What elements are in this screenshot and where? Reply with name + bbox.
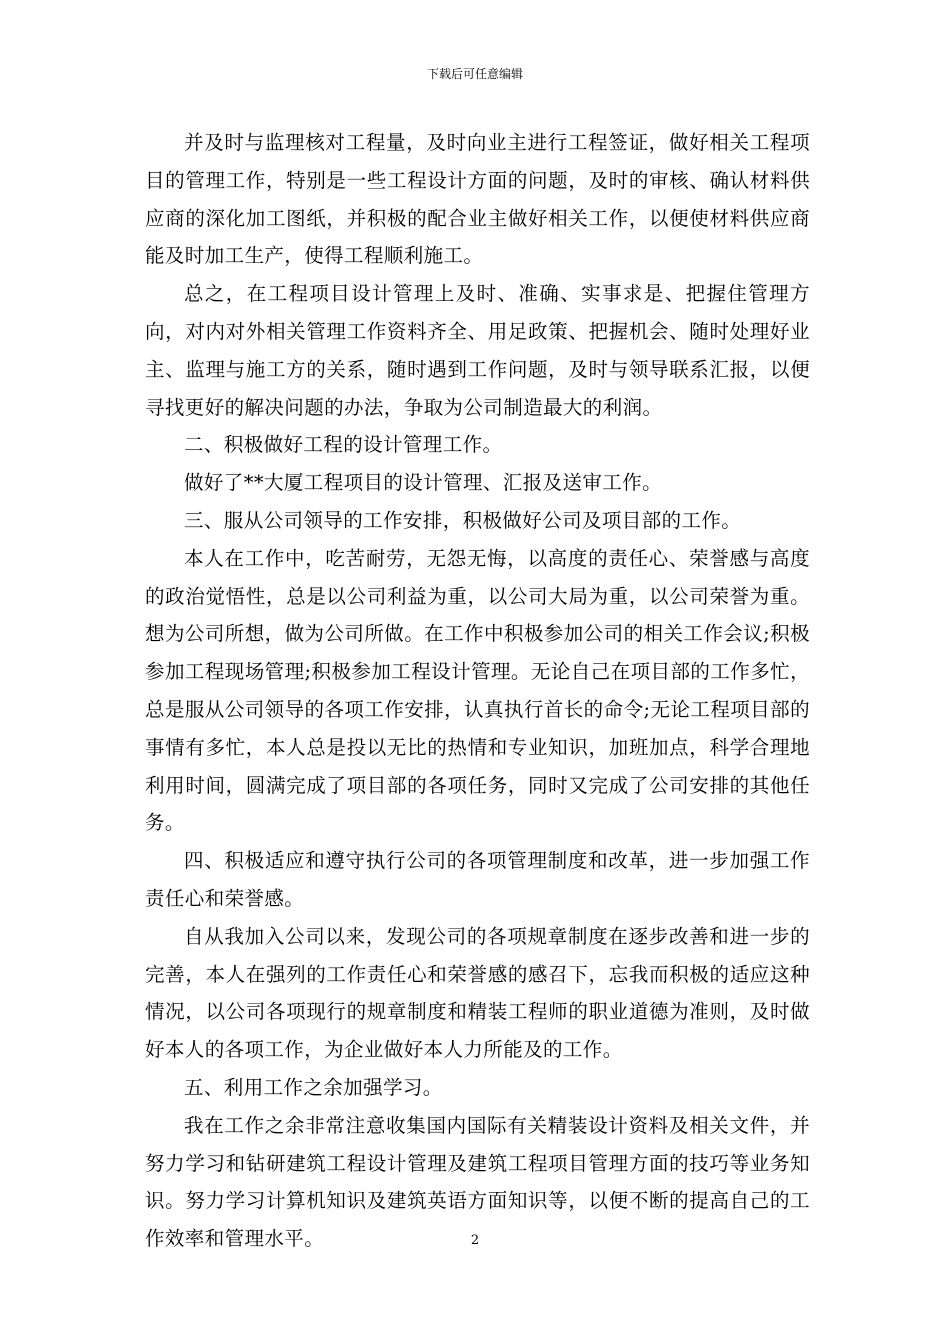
section-heading: 二、积极做好工程的设计管理工作。 (184, 433, 503, 457)
paragraph: 总之，在工程项目设计管理上及时、准确、实事求是、把握住管理方向，对内对外相关管理工作资料齐全、用足政策、把握机会、随时处理好业主、监理与施工方的关系，随时遇到工作问题，及时与领导联系汇报，以便寻找更好的解决问题的办法，争取为公司制造最大的利润。 (145, 282, 810, 419)
page-number: 2 (470, 1233, 480, 1248)
paragraph: 自从我加入公司以来，发现公司的各项规章制度在逐步改善和进一步的完善，本人在强列的工作责任心和荣誉感的感召下，忘我而积极的适应这种情况，以公司各项现行的规章制度和精装工程师的职业道德为准则，及时做好本人的各项工作，为企业做好本人力所能及的工作。 (145, 924, 810, 1062)
paragraph: 本人在工作中，吃苦耐劳，无怨无悔，以高度的责任心、荣誉感与高度的政治觉悟性，总是以公司利益为重，以公司大局为重，以公司荣誉为重。想为公司所想，做为公司所做。在工作中积极参加公司的相关工作会议;积极参加工程现场管理;积极参加工程设计管理。无论自己在项目部的工作多忙，总是服从公司领导的各项工作安排，认真执行首长的命令;无论工程项目部的事情有多忙，本人总是投以无比的热情和专业知识，加班加点，科学合理地利用时间，圆满完成了项目部的各项任务，同时又完成了公司安排的其他任务。 (145, 546, 810, 835)
paragraph: 我在工作之余非常注意收集国内国际有关精装设计资料及相关文件，并努力学习和钻研建筑工程设计管理及建筑工程项目管理方面的技巧等业务知识。努力学习计算机知识及建筑英语方面知识等，以便不断的提高自己的工作效率和管理水平。 (145, 1113, 810, 1251)
paragraph: 并及时与监理核对工程量，及时向业主进行工程签证，做好相关工程项目的管理工作，特别是一些工程设计方面的问题，及时的审核、确认材料供应商的深化加工图纸，并积极的配合业主做好相关工作，以便使材料供应商能及时加工生产，使得工程顺利施工。 (145, 131, 810, 268)
document-body (145, 124, 810, 1258)
section-heading: 五、利用工作之余加强学习。 (184, 1075, 443, 1099)
section-heading: 四、积极适应和遵守执行公司的各项管理制度和改革，进一步加强工作责任心和荣誉感。 (145, 849, 810, 910)
section-heading: 三、服从公司领导的工作安排，积极做好公司及项目部的工作。 (184, 508, 742, 532)
page-header: 下载后可任意编辑 (426, 67, 523, 81)
paragraph: 做好了**大厦工程项目的设计管理、汇报及送审工作。 (184, 471, 663, 495)
